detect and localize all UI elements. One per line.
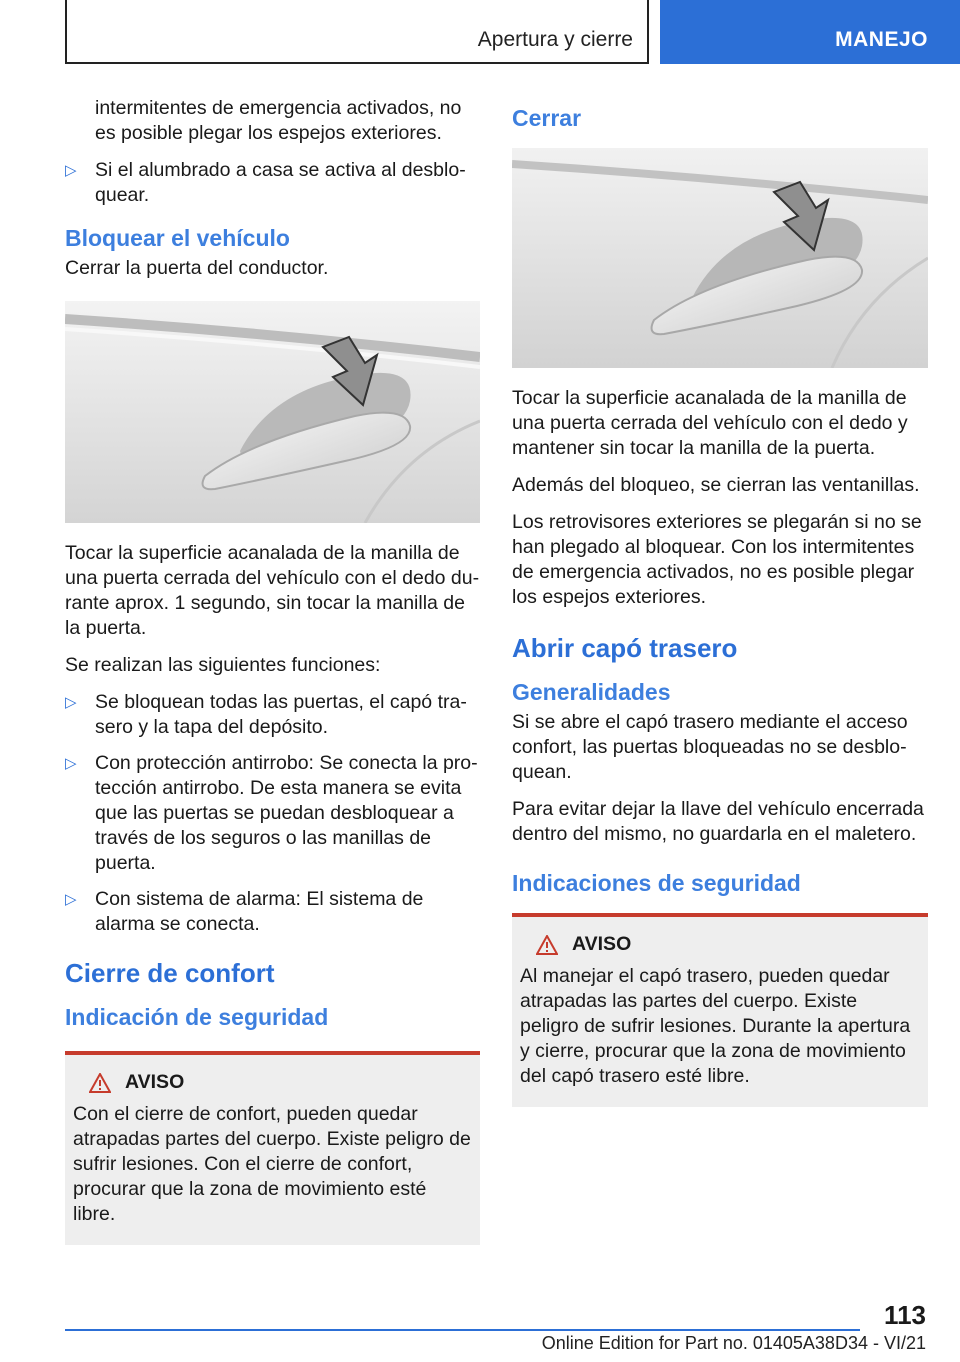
warning-header xyxy=(536,933,920,956)
bullet-triangle-icon: ▷ xyxy=(65,162,77,179)
door-handle-image xyxy=(65,301,480,523)
list-item-text: Con protección antirrobo: Se conecta la protección antirrobo. De esta manera se evita que las puertas se puedan desbloquear a través de los seguros o las manillas de puerta. xyxy=(95,752,478,874)
right-column xyxy=(512,104,927,1107)
warning-triangle-icon xyxy=(89,1073,111,1093)
warning-text: Con el cierre de confort, pueden quedar atrapadas partes del cuerpo. Existe peligro de sufrir lesiones. Con el cierre de confort, procurar que la zona de movimiento esté libre. xyxy=(73,1103,471,1225)
footer-edition: Online Edition for Part no. 01405A38D34 - VI/21 xyxy=(541,1333,926,1353)
list-item-text: Con sistema de alarma: El sistema de alarma se conecta. xyxy=(95,888,424,935)
warning-title: AVISO xyxy=(572,933,632,955)
page-number: 113 xyxy=(884,1300,926,1330)
functions-intro: Se realizan las siguientes funciones: xyxy=(65,654,381,676)
general-text: Si se abre el capó trasero mediante el acceso confort, las puertas bloqueadas no se desbloquean. xyxy=(512,711,908,783)
mirrors-text: Los retrovisores exteriores se plegarán si no se han plegado al bloquear. Con los intermitentes de emergencia activados, no es posible plegar los espejos exteriores. xyxy=(512,511,922,608)
list-item xyxy=(65,751,480,876)
intro-continuation: intermitentes de emergencia activados, no es posible plegar los espejos exteriores. xyxy=(95,97,462,144)
close-heading: Cerrar xyxy=(512,105,582,131)
warning-text: Al manejar el capó trasero, pueden quedar atrapadas las partes del cuerpo. Existe peligro de sufrir lesiones. Durante la apertura y cierre, procurar que la zona de movimiento del capó trasero esté libre. xyxy=(520,965,911,1087)
warning-header xyxy=(89,1071,472,1094)
header-chapter-tab xyxy=(660,0,960,64)
bullet-triangle-icon: ▷ xyxy=(65,891,77,908)
safety-notes-heading: Indicaciones de seguridad xyxy=(512,870,801,896)
windows-text: Además del bloqueo, se cierran las ventanillas. xyxy=(512,474,920,496)
key-text: Para evitar dejar la llave del vehículo encerrada dentro del mismo, no guardarla en el maletero. xyxy=(512,798,924,845)
list-item xyxy=(65,887,480,937)
touch-handle-text: Tocar la superficie acanalada de la manilla de una puerta cerrada del vehículo con el dedo y mantener sin tocar la manilla de la puerta. xyxy=(512,387,908,459)
list-item xyxy=(65,690,480,740)
warning-triangle-icon xyxy=(536,935,558,955)
warning-box-trunk xyxy=(512,913,928,1107)
left-column xyxy=(65,96,480,1245)
list-item-text: Si el alumbrado a casa se activa al desbloquear. xyxy=(95,159,466,206)
door-handle-figure-close xyxy=(512,148,928,368)
safety-note-heading: Indicación de seguridad xyxy=(65,1004,329,1030)
lock-vehicle-text: Cerrar la puerta del conductor. xyxy=(65,257,329,279)
list-item xyxy=(65,158,480,208)
touch-handle-text: Tocar la superficie acanalada de la manilla de una puerta cerrada del vehículo con el dedo durante aprox. 1 segundo, sin tocar la manilla de la puerta. xyxy=(65,542,480,639)
header-section-title: Apertura y cierre xyxy=(477,28,633,51)
warning-box-comfort xyxy=(65,1051,480,1245)
general-heading: Generalidades xyxy=(512,679,671,705)
functions-bullet-list xyxy=(65,690,480,937)
header-section-tab xyxy=(65,0,649,64)
bullet-triangle-icon: ▷ xyxy=(65,755,77,772)
door-handle-image xyxy=(512,148,928,368)
intro-bullet-list xyxy=(65,158,480,208)
door-handle-figure-lock xyxy=(65,301,480,523)
warning-title: AVISO xyxy=(125,1071,185,1093)
open-trunk-heading: Abrir capó trasero xyxy=(512,633,738,663)
header-chapter-title: MANEJO xyxy=(835,28,928,51)
bullet-triangle-icon: ▷ xyxy=(65,694,77,711)
list-item-text: Se bloquean todas las puertas, el capó trasero y la tapa del depósito. xyxy=(95,691,467,738)
lock-vehicle-heading: Bloquear el vehículo xyxy=(65,225,290,251)
footer-divider xyxy=(65,1329,860,1331)
comfort-closing-heading: Cierre de confort xyxy=(65,958,275,988)
